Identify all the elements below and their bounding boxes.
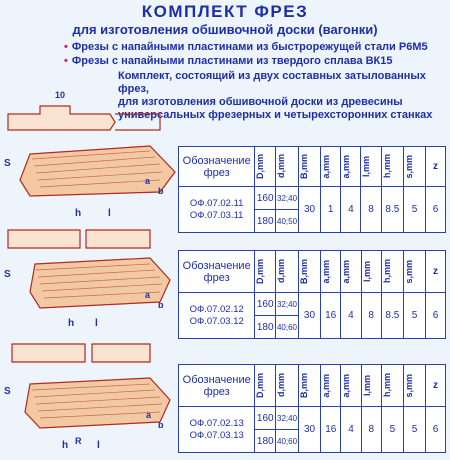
header-a: a,mm [321, 154, 332, 179]
cell-s: 5 [403, 407, 425, 453]
cell-D: 160 [255, 407, 276, 430]
cell-a: 16 [321, 293, 341, 339]
codes-cell: ОФ.07.02.12 ОФ.07.03.12 [179, 293, 255, 339]
dim-label: S [4, 158, 11, 169]
dim-label: h [62, 440, 69, 451]
spec-table-3 [178, 364, 446, 453]
dim-label: b [158, 186, 164, 196]
cell-h: 8.5 [381, 187, 403, 233]
cell-h: 8.5 [381, 293, 403, 339]
header-D: D,mm [255, 153, 266, 179]
header-b: a,mm [341, 259, 352, 284]
dim-label: S [4, 269, 11, 280]
cell-b: 4 [341, 293, 361, 339]
cell-b: 4 [341, 187, 361, 233]
header-h: h,mm [381, 154, 392, 179]
header-h: h,mm [381, 259, 392, 284]
cell-B: 30 [298, 293, 320, 339]
cell-a: 1 [321, 187, 341, 233]
header-s: s,mm [404, 259, 415, 284]
cell-l: 8 [361, 407, 381, 453]
dim-label: b [158, 300, 164, 310]
header-B: B,mm [298, 153, 309, 179]
header-l: l,mm [361, 374, 372, 396]
cell-a: 16 [321, 407, 341, 453]
cell-B: 30 [298, 407, 320, 453]
cell-h: 5 [381, 407, 403, 453]
description: Комплект, состоящий из двух составных затылованных фрез, для изготовления обшивочной доски из древесины универсальных фрезерных и четырехсторонних станках [118, 70, 433, 121]
profile-drawing-1 [0, 84, 180, 234]
cell-d: 32;40 [276, 293, 299, 316]
bullet-dot-icon: • [64, 41, 68, 53]
cell-D: 160 [255, 187, 276, 210]
cell-d: 32;40 [276, 407, 299, 430]
cell-D: 180 [255, 316, 276, 339]
header-l: l,mm [361, 155, 372, 177]
header-d: d,mm [276, 154, 287, 179]
cell-D: 180 [255, 210, 276, 233]
dim-label: h [75, 208, 82, 219]
dim-label: a [145, 176, 151, 186]
profile-drawing-3 [0, 336, 180, 460]
dim-label: l [95, 318, 98, 329]
dim-label: a [145, 290, 151, 300]
dim-label: R [75, 436, 82, 446]
profile-drawing-2 [0, 222, 180, 342]
cell-l: 8 [361, 293, 381, 339]
cell-z: 6 [426, 187, 446, 233]
dim-label: l [108, 208, 111, 219]
spec-table-1 [178, 146, 446, 233]
cell-d: 40;60 [276, 430, 299, 453]
cell-d: 40;60 [276, 316, 299, 339]
dim-label: h [68, 318, 75, 329]
header-d: d,mm [276, 373, 287, 398]
page-subtitle: для изготовления обшивочной доски (вагонки) [72, 22, 378, 37]
header-z: z [433, 266, 439, 277]
cell-B: 30 [298, 187, 320, 233]
header-d: d,mm [276, 259, 287, 284]
header-a: a,mm [321, 373, 332, 398]
header-name: Обозначение фрез [179, 365, 255, 407]
cell-l: 8 [361, 187, 381, 233]
header-name: Обозначение фрез [179, 251, 255, 293]
cell-d: 32;40 [276, 187, 299, 210]
header-z: z [433, 380, 439, 391]
header-name: Обозначение фрез [179, 147, 255, 187]
dim-label: l [97, 440, 100, 451]
header-D: D,mm [255, 372, 266, 398]
dim-label: b [158, 420, 164, 430]
codes-cell: ОФ.07.02.11 ОФ.07.03.11 [179, 187, 255, 233]
dim-label: 10 [55, 90, 66, 100]
header-b: a,mm [341, 373, 352, 398]
cell-z: 6 [426, 293, 446, 339]
header-D: D,mm [255, 258, 266, 284]
bullet-item: • Фрезы с напайными пластинами из быстрорежущей стали Р6М5 [64, 41, 428, 53]
bullet-dot-icon: • [64, 55, 68, 67]
dim-label: S [4, 386, 11, 397]
header-B: B,mm [298, 372, 309, 398]
header-h: h,mm [381, 373, 392, 398]
cell-s: 5 [404, 293, 426, 339]
header-s: s,mm [404, 154, 415, 179]
bullet-item: • Фрезы с напайными пластинами из твердого сплава ВК15 [64, 55, 393, 67]
spec-table-2 [178, 250, 446, 339]
cell-s: 5 [404, 187, 426, 233]
cell-b: 4 [341, 407, 361, 453]
header-l: l,mm [361, 260, 372, 282]
cell-z: 6 [426, 407, 446, 453]
cell-d: 40;50 [276, 210, 299, 233]
cell-D: 180 [255, 430, 276, 453]
page-title: КОМПЛЕКТ ФРЕЗ [141, 2, 309, 21]
header-a: a,mm [321, 259, 332, 284]
cell-D: 160 [255, 293, 276, 316]
header-B: B,mm [298, 258, 309, 284]
dim-label: a [146, 410, 152, 420]
header-b: a,mm [341, 154, 352, 179]
header-z: z [433, 161, 439, 172]
codes-cell: ОФ.07.02.13 ОФ.07.03.13 [179, 407, 255, 453]
header-s: s,mm [403, 373, 414, 398]
